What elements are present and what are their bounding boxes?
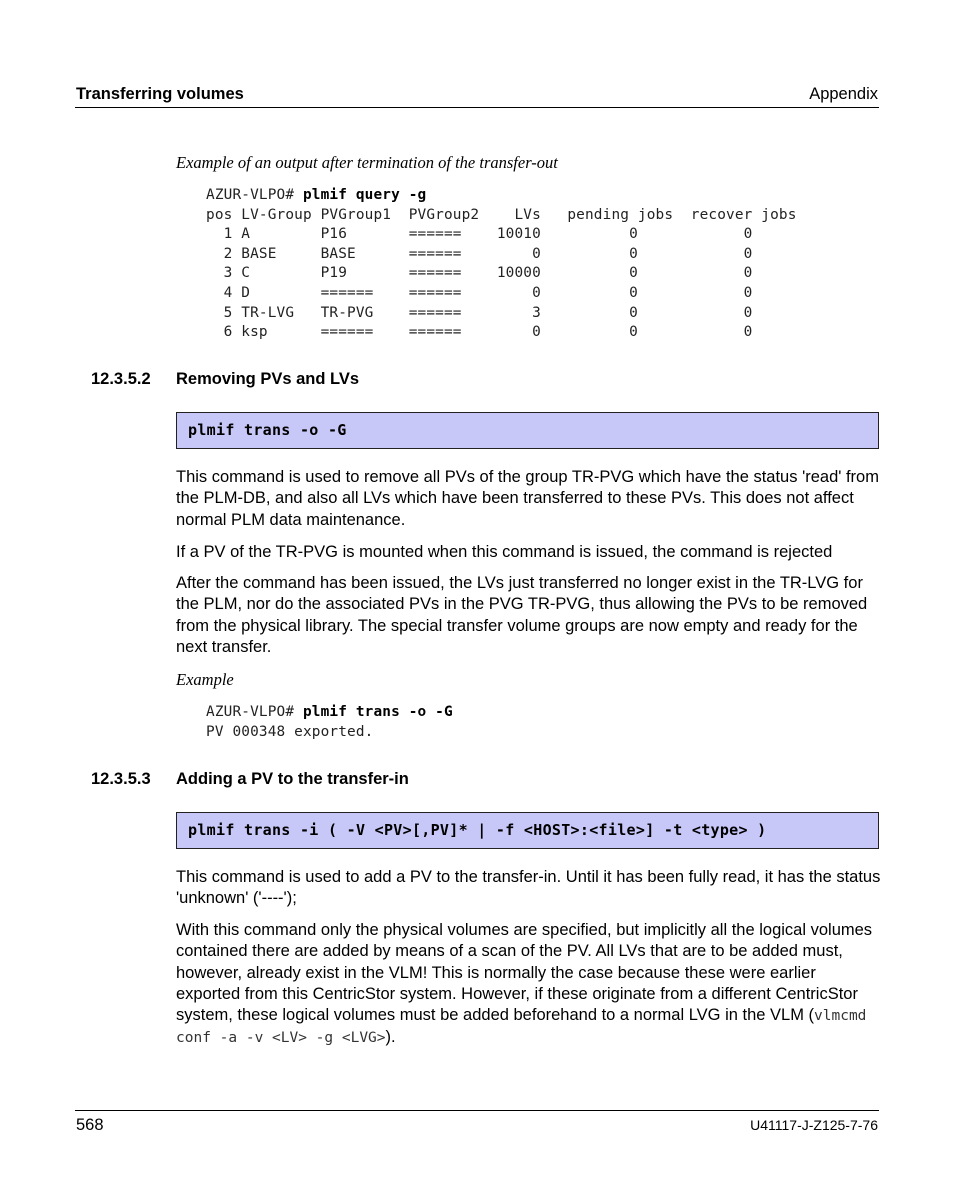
example-output-block: [206, 702, 453, 742]
paragraph: If a PV of the TR-PVG is mounted when this command is issued, the command is rejected: [176, 543, 833, 561]
table-header: pos LV-Group PVGroup1 PVGroup2 LVs pending jobs recover jobs: [206, 206, 797, 223]
table-row: 3 C P19 ====== 10000 0 0: [206, 265, 753, 282]
paragraph-text-end: ).: [385, 1028, 396, 1047]
footer-rule: [75, 1110, 879, 1111]
shell-prompt: AZUR-VLPO#: [206, 187, 303, 203]
paragraph: After the command has been issued, the LVs just transferred no longer exist in the TR-LVG for the PLM, nor do the associated PVs in the PVG TR-PVG, thus allowing the PVs to be removed from the physical library. The special transfer volume groups are now empty and ready for the next transfer.: [176, 574, 868, 656]
running-header-chapter: Appendix: [809, 85, 878, 103]
command-syntax: plmif trans -i ( -V <PV>[,PV]* | -f <HOST>:<file>] -t <type> ): [188, 821, 767, 839]
query-output-block: [206, 186, 797, 343]
document-id: U41117-J-Z125-7-76: [750, 1117, 878, 1133]
paragraph: This command is used to remove all PVs of the group TR-PVG which have the status 'read' from the PLM-DB, and also all LVs which have been transferred to these PVs. This does not affect normal PLM data maintenance.: [176, 468, 879, 529]
paragraph-text: With this command only the physical volumes are specified, but implicitly all the logical volumes contained there are added by means of a scan of the PV. All LVs that are to be added must, however, already exist in the VLM! This is normally the case because these were earlier exported from this CentricStor system. However, if these originate from a different CentricStor system, these logical volumes must be added beforehand to a normal LVG in the VLM (: [176, 921, 873, 1025]
command-syntax-box: [176, 412, 879, 449]
table-row: 5 TR-LVG TR-PVG ====== 3 0 0: [206, 304, 753, 321]
table-row: 6 ksp ====== ====== 0 0 0: [206, 324, 753, 341]
inline-code: vlmcmd conf -a -v <LV> -g <LVG>: [176, 1008, 867, 1047]
shell-command: plmif query -g: [302, 187, 427, 203]
example-caption: Example: [176, 670, 234, 689]
shell-output: PV 000348 exported.: [206, 724, 374, 740]
command-syntax-box: [176, 812, 879, 849]
section-title: Removing PVs and LVs: [176, 370, 360, 388]
section-title: Adding a PV to the transfer-in: [176, 770, 409, 788]
example-caption: Example of an output after termination of the transfer-out: [176, 153, 558, 172]
shell-command: plmif trans -o -G: [302, 704, 453, 720]
table-row: 1 A P16 ====== 10010 0 0: [206, 226, 753, 243]
table-row: 4 D ====== ====== 0 0 0: [206, 284, 753, 301]
shell-prompt: AZUR-VLPO#: [206, 704, 303, 720]
header-rule: [75, 107, 879, 108]
page-number: 568: [76, 1116, 104, 1134]
section-number: 12.3.5.2: [91, 370, 151, 388]
running-header-section: Transferring volumes: [76, 85, 244, 103]
paragraph: [176, 920, 881, 1050]
section-number: 12.3.5.3: [91, 770, 151, 788]
command-syntax: plmif trans -o -G: [188, 421, 347, 439]
table-row: 2 BASE BASE ====== 0 0 0: [206, 245, 753, 262]
paragraph: This command is used to add a PV to the transfer-in. Until it has been fully read, it has the status 'unknown' ('----');: [176, 868, 881, 908]
